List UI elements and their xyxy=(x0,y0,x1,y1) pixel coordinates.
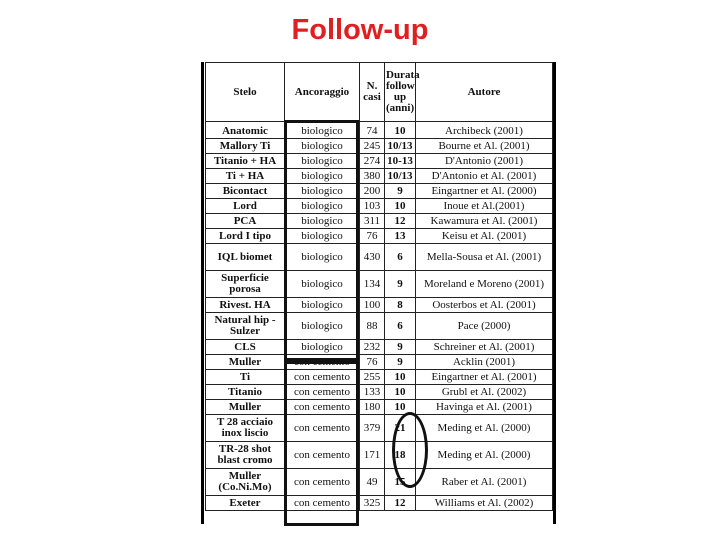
header-stelo: Stelo xyxy=(206,63,285,122)
cell-durata: 10/13 xyxy=(385,139,416,154)
cell-durata: 21 xyxy=(385,415,416,442)
cell-ancoraggio: con cemento xyxy=(285,400,360,415)
table-row xyxy=(206,199,553,214)
cell-autore: Acklin (2001) xyxy=(416,355,553,370)
cell-stelo: CLS xyxy=(206,340,285,355)
cell-n-casi: 274 xyxy=(360,154,385,169)
cell-ancoraggio: biologico xyxy=(285,340,360,355)
cell-stelo: Anatomic xyxy=(206,122,285,139)
cell-durata: 10 xyxy=(385,122,416,139)
cell-stelo: Bicontact xyxy=(206,184,285,199)
cell-autore: Grubl et Al. (2002) xyxy=(416,385,553,400)
table-row xyxy=(206,355,553,370)
header-n-casi: N. casi xyxy=(360,63,385,122)
cell-stelo: Ti + HA xyxy=(206,169,285,184)
table-row xyxy=(206,313,553,340)
left-frame-line xyxy=(201,62,204,524)
cell-n-casi: 74 xyxy=(360,122,385,139)
cell-ancoraggio: con cemento xyxy=(285,385,360,400)
cell-n-casi: 180 xyxy=(360,400,385,415)
cell-n-casi: 76 xyxy=(360,229,385,244)
cell-autore: Kawamura et Al. (2001) xyxy=(416,214,553,229)
cell-durata: 10-13 xyxy=(385,154,416,169)
cell-autore: Raber et Al. (2001) xyxy=(416,469,553,496)
cell-stelo: Muller xyxy=(206,355,285,370)
cell-ancoraggio: con cemento xyxy=(285,442,360,469)
cell-autore: Meding et Al. (2000) xyxy=(416,442,553,469)
cell-ancoraggio: biologico xyxy=(285,199,360,214)
table-row xyxy=(206,184,553,199)
cell-durata: 9 xyxy=(385,340,416,355)
follow-up-table xyxy=(205,62,553,511)
cell-autore: Meding et Al. (2000) xyxy=(416,415,553,442)
cell-n-casi: 76 xyxy=(360,355,385,370)
cell-ancoraggio: biologico xyxy=(285,298,360,313)
cell-ancoraggio: con cemento xyxy=(285,469,360,496)
cell-n-casi: 379 xyxy=(360,415,385,442)
cell-stelo: Titanio + HA xyxy=(206,154,285,169)
right-frame-line xyxy=(553,62,556,524)
cell-autore: Havinga et Al. (2001) xyxy=(416,400,553,415)
cell-ancoraggio: biologico xyxy=(285,214,360,229)
cell-durata: 13 xyxy=(385,229,416,244)
cell-autore: Schreiner et Al. (2001) xyxy=(416,340,553,355)
table-row xyxy=(206,370,553,385)
cell-durata: 9 xyxy=(385,184,416,199)
cell-durata: 10 xyxy=(385,400,416,415)
cell-autore: Eingartner et Al. (2001) xyxy=(416,370,553,385)
cell-n-casi: 430 xyxy=(360,244,385,271)
cell-durata: 9 xyxy=(385,355,416,370)
table-row xyxy=(206,298,553,313)
cell-autore: Pace (2000) xyxy=(416,313,553,340)
cell-ancoraggio: biologico xyxy=(285,154,360,169)
cell-durata: 8 xyxy=(385,298,416,313)
cell-n-casi: 49 xyxy=(360,469,385,496)
cell-durata: 12 xyxy=(385,214,416,229)
table-row xyxy=(206,469,553,496)
table-row xyxy=(206,229,553,244)
cell-durata: 10 xyxy=(385,199,416,214)
table-row xyxy=(206,214,553,229)
cell-durata: 9 xyxy=(385,271,416,298)
cell-stelo: T 28 acciaio inox liscio xyxy=(206,415,285,442)
cell-ancoraggio: biologico xyxy=(285,139,360,154)
cell-n-casi: 200 xyxy=(360,184,385,199)
cell-stelo: Exeter xyxy=(206,496,285,511)
cell-ancoraggio: biologico xyxy=(285,169,360,184)
table-row xyxy=(206,400,553,415)
cell-stelo: IQL biomet xyxy=(206,244,285,271)
cell-ancoraggio: biologico xyxy=(285,184,360,199)
table-row xyxy=(206,340,553,355)
table-row xyxy=(206,442,553,469)
cell-autore: Oosterbos et Al. (2001) xyxy=(416,298,553,313)
cell-n-casi: 103 xyxy=(360,199,385,214)
cell-autore: Moreland e Moreno (2001) xyxy=(416,271,553,298)
cell-durata: 18 xyxy=(385,442,416,469)
table-row xyxy=(206,169,553,184)
cell-durata: 6 xyxy=(385,313,416,340)
table-row xyxy=(206,244,553,271)
cell-stelo: Superficie porosa xyxy=(206,271,285,298)
cell-durata: 10/13 xyxy=(385,169,416,184)
cell-stelo: Mallory Ti xyxy=(206,139,285,154)
cell-ancoraggio: biologico xyxy=(285,271,360,298)
slide-title: Follow-up xyxy=(291,14,429,46)
cell-durata: 10 xyxy=(385,370,416,385)
cell-ancoraggio: con cemento xyxy=(285,355,360,370)
cell-ancoraggio: con cemento xyxy=(285,496,360,511)
cell-durata: 10 xyxy=(385,385,416,400)
table-header-row xyxy=(206,63,553,122)
cell-autore: D'Antonio (2001) xyxy=(416,154,553,169)
cell-stelo: Titanio xyxy=(206,385,285,400)
cell-n-casi: 311 xyxy=(360,214,385,229)
table-row xyxy=(206,385,553,400)
header-durata: Durata follow up (anni) xyxy=(385,63,416,122)
table-row xyxy=(206,154,553,169)
cell-autore: Keisu et Al. (2001) xyxy=(416,229,553,244)
table-row xyxy=(206,271,553,298)
cell-autore: Eingartner et Al. (2000) xyxy=(416,184,553,199)
cell-ancoraggio: biologico xyxy=(285,229,360,244)
cell-n-casi: 245 xyxy=(360,139,385,154)
cell-ancoraggio: biologico xyxy=(285,244,360,271)
cell-durata: 6 xyxy=(385,244,416,271)
cell-autore: Archibeck (2001) xyxy=(416,122,553,139)
cell-n-casi: 171 xyxy=(360,442,385,469)
cell-autore: Mella-Sousa et Al. (2001) xyxy=(416,244,553,271)
cell-ancoraggio: biologico xyxy=(285,122,360,139)
table-row xyxy=(206,496,553,511)
header-autore: Autore xyxy=(416,63,553,122)
cell-n-casi: 380 xyxy=(360,169,385,184)
cell-n-casi: 133 xyxy=(360,385,385,400)
cell-durata: 12 xyxy=(385,496,416,511)
cell-autore: D'Antonio et Al. (2001) xyxy=(416,169,553,184)
cell-n-casi: 232 xyxy=(360,340,385,355)
cell-ancoraggio: con cemento xyxy=(285,370,360,385)
cell-autore: Inoue et Al.(2001) xyxy=(416,199,553,214)
cell-stelo: Lord I tipo xyxy=(206,229,285,244)
cell-ancoraggio: biologico xyxy=(285,313,360,340)
table-row xyxy=(206,415,553,442)
cell-n-casi: 134 xyxy=(360,271,385,298)
cell-autore: Bourne et Al. (2001) xyxy=(416,139,553,154)
cell-stelo: Natural hip - Sulzer xyxy=(206,313,285,340)
table-row xyxy=(206,122,553,139)
cell-n-casi: 325 xyxy=(360,496,385,511)
cell-n-casi: 88 xyxy=(360,313,385,340)
cell-stelo: Ti xyxy=(206,370,285,385)
cell-stelo: TR-28 shot blast cromo xyxy=(206,442,285,469)
cell-stelo: Lord xyxy=(206,199,285,214)
cell-autore: Williams et Al. (2002) xyxy=(416,496,553,511)
cell-durata: 15 xyxy=(385,469,416,496)
cell-stelo: PCA xyxy=(206,214,285,229)
cell-stelo: Muller (Co.Ni.Mo) xyxy=(206,469,285,496)
cell-stelo: Muller xyxy=(206,400,285,415)
table-row xyxy=(206,139,553,154)
cell-ancoraggio: con cemento xyxy=(285,415,360,442)
cell-stelo: Rivest. HA xyxy=(206,298,285,313)
cell-n-casi: 100 xyxy=(360,298,385,313)
header-ancoraggio: Ancoraggio xyxy=(285,63,360,122)
cell-n-casi: 255 xyxy=(360,370,385,385)
